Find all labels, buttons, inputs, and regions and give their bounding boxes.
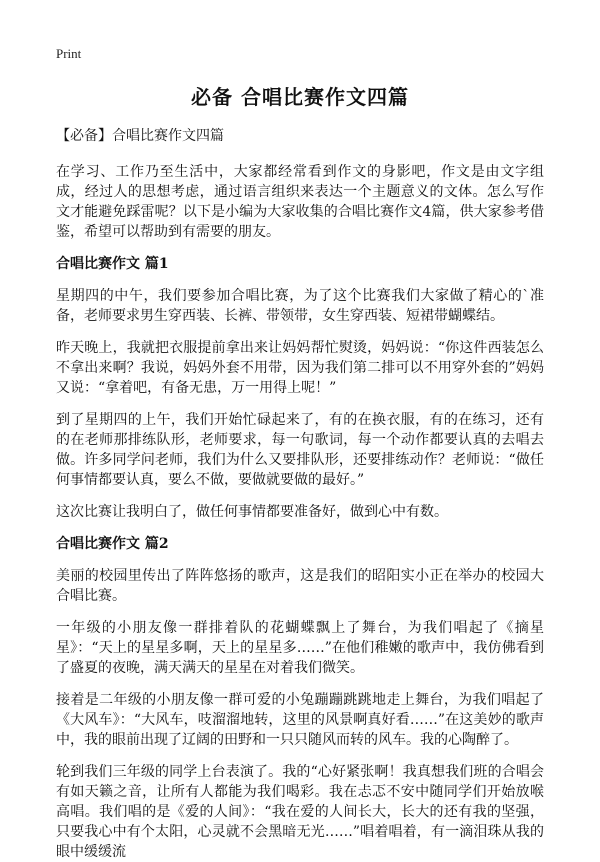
section-1-paragraph: 星期四的中午，我们要参加合唱比赛，为了这个比赛我们大家做了精心的`准备，老师要求男生穿西装、长裤、带领带，女生穿西装、短裙带蝴蝶结。 (56, 288, 544, 324)
section-2-paragraph: 接着是二年级的小朋友像一群可爱的小兔蹦蹦跳跳地走上舞台，为我们唱起了《大风车》：“大风车，吱溜溜地转，这里的风景啊真好看……”在这美妙的歌声中，我的眼前出现了辽阔的田野和一只只随风而转的风车。我的心陶醉了。 (56, 692, 544, 748)
section-1-paragraph: 到了星期四的上午，我们开始忙碌起来了，有的在换衣服，有的在练习，还有的在老师那排练队形，老师要求，每一句歌词，每一个动作都要认真的去唱去做。许多同学问老师，我们为什么又要排队形，还要排练动作？老师说：“做任何事情都要认真，要么不做，要做就要做的最好。” (56, 412, 544, 488)
print-label: Print (56, 46, 82, 61)
section-1-paragraph: 这次比赛让我明白了，做任何事情都要准备好，做到心中有数。 (56, 504, 448, 520)
intro-paragraph: 在学习、工作乃至生活中，大家都经常看到作文的身影吧，作文是由文字组成，经过人的思想考虑，通过语言组织来表达一个主题意义的文体。怎么写作文才能避免踩雷呢？以下是小编为大家收集的合唱比赛作文4篇，供大家参考借鉴，希望可以帮助到有需要的朋友。 (56, 164, 544, 240)
section-2-paragraph: 美丽的校园里传出了阵阵悠扬的歌声，这是我们的昭阳实小正在举办的校园大合唱比赛。 (56, 568, 544, 604)
section-heading-1: 合唱比赛作文 篇1 (56, 256, 169, 272)
section-2-paragraph: 轮到我们三年级的同学上台表演了。我的“心好紧张啊！我真想我们班的合唱会有如天籁之音，让所有人都能为我们喝彩。我在忐忑不安中随同学们开始放喉高唱。我们唱的是《爱的人间》：“我在爱的人间长大，长大的还有我的坚强，只要我心中有个太阳，心灵就不会黑暗无光……”唱着唱着，有一滴泪珠从我的眼中缓缓流 (56, 764, 544, 860)
intro-label: 【必备】合唱比赛作文四篇 (56, 128, 224, 144)
section-1-paragraph: 昨天晚上，我就把衣服提前拿出来让妈妈帮忙熨烫，妈妈说：“你这件西装怎么不拿出来啊？我说，妈妈外套不用带，因为我们第二排可以不用穿外套的”妈妈又说：“拿着吧，有备无患，万一用得上呢！” (56, 340, 544, 396)
section-heading-2: 合唱比赛作文 篇2 (56, 536, 169, 552)
document-title: 必备 合唱比赛作文四篇 (191, 85, 409, 109)
section-2-paragraph: 一年级的小朋友像一群排着队的花蝴蝶飘上了舞台，为我们唱起了《摘星星》：“天上的星星多啊，天上的星星多……”在他们稚嫩的歌声中，我仿佛看到了盛夏的夜晚，满天满天的星星在对着我们微笑。 (56, 620, 544, 676)
